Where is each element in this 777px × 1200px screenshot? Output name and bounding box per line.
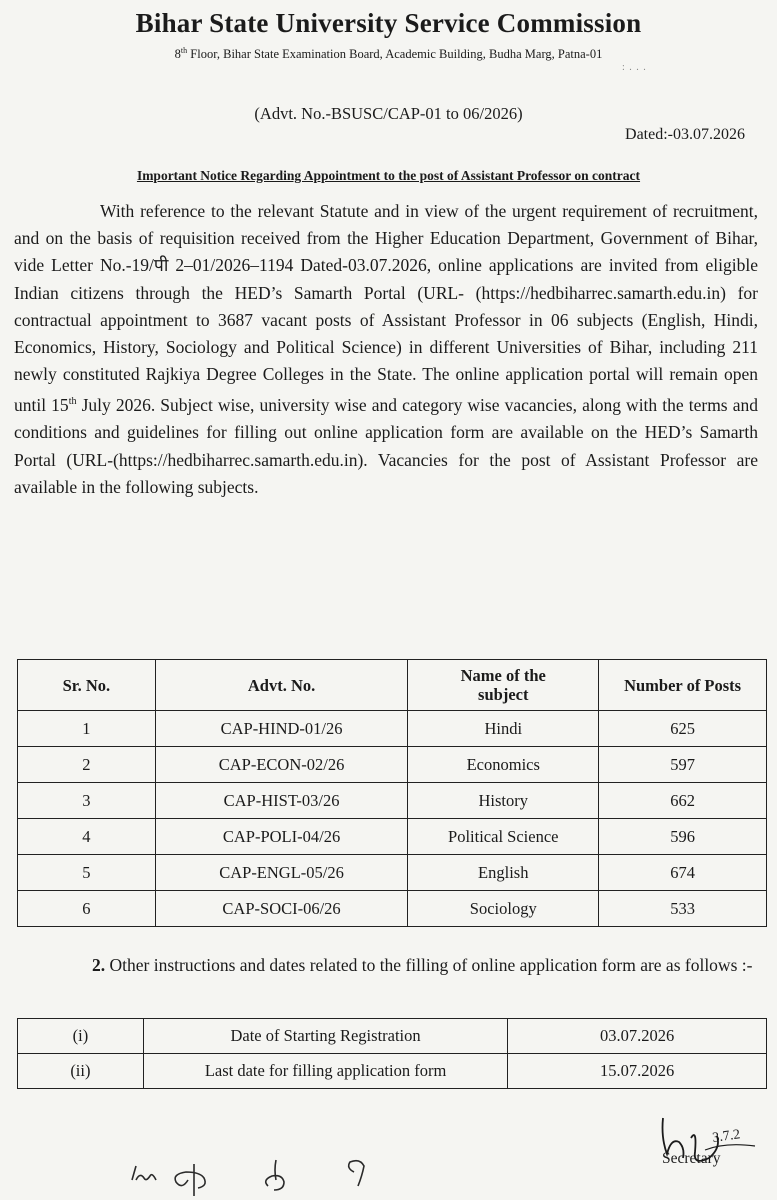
cell-index: (i) (18, 1019, 144, 1054)
org-address (0, 46, 777, 62)
cell-posts: 596 (599, 819, 767, 855)
column-header-advt-no: Advt. No. (155, 660, 408, 711)
signatory-title: Secretary (662, 1150, 721, 1167)
table-row (18, 891, 767, 927)
column-header-subject (408, 660, 599, 711)
cell-subject: Sociology (408, 891, 599, 927)
cell-posts: 533 (599, 891, 767, 927)
address-floor-num: 8 (174, 47, 181, 62)
cell-sr-no: 3 (18, 783, 156, 819)
column-header-posts: Number of Posts (599, 660, 767, 711)
paragraph-number: 2. (92, 955, 106, 975)
cell-sr-no: 4 (18, 819, 156, 855)
cell-sr-no: 6 (18, 891, 156, 927)
notice-date: Dated:-03.07.2026 (625, 126, 745, 143)
address-floor-sup: th (180, 46, 188, 55)
cell-subject: English (408, 855, 599, 891)
advertisement-number: (Advt. No.-BSUSC/CAP-01 to 06/2026) (254, 104, 523, 123)
org-title: Bihar State University Service Commission (135, 8, 642, 38)
cell-subject: Political Science (408, 819, 599, 855)
cell-date: 03.07.2026 (508, 1019, 767, 1054)
cell-subject: History (408, 783, 599, 819)
cell-posts: 674 (599, 855, 767, 891)
instructions-paragraph (14, 950, 758, 980)
cell-date: 15.07.2026 (508, 1054, 767, 1089)
table-row (18, 819, 767, 855)
cell-event: Last date for filling application form (143, 1054, 508, 1089)
cell-posts: 625 (599, 711, 767, 747)
cell-index: (ii) (18, 1054, 144, 1089)
cell-advt-no: CAP-HIST-03/26 (155, 783, 408, 819)
cell-advt-no: CAP-HIND-01/26 (155, 711, 408, 747)
notice-body-part2: July 2026. Subject wise, university wise and category wise vacancies, along with the terms and conditions and guidelines for filling out online application form are available on the HED’s Samarth Portal (URL-(https://hedbiharrec.samarth.edu.in). Vacancies for the post of Assistant Professor are available in the following subjects. (14, 395, 758, 497)
notice-body-part1: With reference to the relevant Statute and in view of the urgent requirement of recruitment, and on the basis of requisition received from the Higher Education Department, Government of Bihar, vide Letter No.-19/पी 2–01/2026–1194 Dated-03.07.2026, online applications are invited from eligible Indian citizens through the HED’s Samarth Portal (URL- (https://hedbiharrec.samarth.edu.in) for contractual appointment to 3687 vacant posts of Assistant Professor in 06 subjects (English, Hindi, Economics, History, Sociology and Political Science) in different Universities of Bihar, including 211 newly constituted Rajkiya Degree Colleges in the State. The online application portal will remain open until 15 (14, 201, 758, 416)
subjects-table (17, 659, 767, 927)
column-header-subject-text: Name of the subject (460, 666, 546, 704)
cell-advt-no: CAP-POLI-04/26 (155, 819, 408, 855)
cell-sr-no: 5 (18, 855, 156, 891)
cell-event: Date of Starting Registration (143, 1019, 508, 1054)
table-row (18, 855, 767, 891)
cell-advt-no: CAP-SOCI-06/26 (155, 891, 408, 927)
handwritten-initials (128, 1150, 388, 1198)
instructions-text: Other instructions and dates related to the filling of online application form are as follows :- (105, 955, 753, 975)
cell-posts: 597 (599, 747, 767, 783)
cell-advt-no: CAP-ECON-02/26 (155, 747, 408, 783)
subjects-table-header-row (18, 660, 767, 711)
cell-subject: Hindi (408, 711, 599, 747)
cell-sr-no: 1 (18, 711, 156, 747)
cell-subject: Economics (408, 747, 599, 783)
cell-advt-no: CAP-ENGL-05/26 (155, 855, 408, 891)
table-row (18, 711, 767, 747)
notice-body (14, 198, 758, 501)
table-row (18, 1019, 767, 1054)
table-row (18, 1054, 767, 1089)
dates-table (17, 1018, 767, 1089)
address-rest: Floor, Bihar State Examination Board, Academic Building, Budha Marg, Patna-01 (187, 47, 603, 62)
cell-posts: 662 (599, 783, 767, 819)
scan-marks: : . . . (622, 62, 647, 73)
signature-date: 3.7.2 (711, 1127, 742, 1146)
cell-sr-no: 2 (18, 747, 156, 783)
column-header-sr-no: Sr. No. (18, 660, 156, 711)
table-row (18, 747, 767, 783)
notice-body-sup: th (68, 396, 77, 408)
notice-heading: Important Notice Regarding Appointment to the post of Assistant Professor on contract (136, 168, 641, 183)
table-row (18, 783, 767, 819)
